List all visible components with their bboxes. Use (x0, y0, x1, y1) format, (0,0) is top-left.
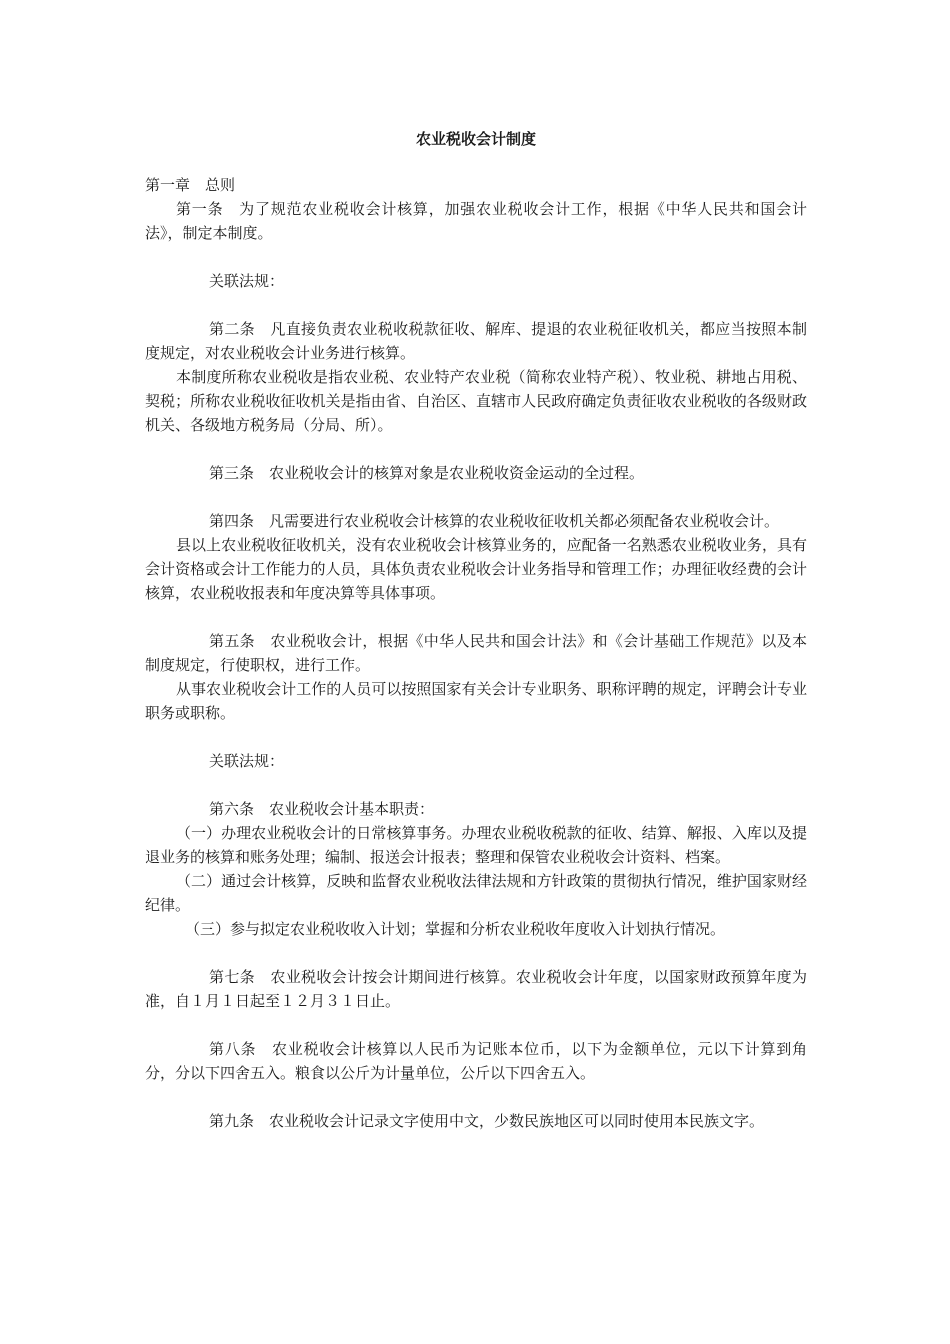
article-6-item-2: （二）通过会计核算，反映和监督农业税收法律法规和方针政策的贯彻执行情况，维护国家财经纪律。 (145, 872, 807, 914)
article-5: 第五条 农业税收会计，根据《中华人民共和国会计法》和《会计基础工作规范》以及本制度规定，行使职权，进行工作。 (145, 632, 807, 674)
related-regulations-label: 关联法规： (209, 272, 285, 290)
article-3: 第三条 农业税收会计的核算对象是农业税收资金运动的全过程。 (209, 464, 645, 482)
article-8: 第八条 农业税收会计核算以人民币为记账本位币，以下为金额单位，元以下计算到角分，分以下四舍五入。粮食以公斤为计量单位，公斤以下四舍五入。 (145, 1040, 807, 1082)
related-regulations-label: 关联法规： (209, 752, 285, 770)
article-4-paragraph-2: 县以上农业税收征收机关，没有农业税收会计核算业务的，应配备一名熟悉农业税收业务，具有会计资格或会计工作能力的人员，具体负责农业税收会计业务指导和管理工作；办理征收经费的会计核算，农业税收报表和年度决算等具体事项。 (145, 536, 807, 602)
article-6-item-1: （一）办理农业税收会计的日常核算事务。办理农业税收税款的征收、结算、解报、入库以及提退业务的核算和账务处理；编制、报送会计报表；整理和保管农业税收会计资料、档案。 (145, 824, 807, 866)
article-1: 第一条 为了规范农业税收会计核算，加强农业税收会计工作，根据《中华人民共和国会计法》，制定本制度。 (145, 200, 807, 242)
document-title: 农业税收会计制度 (415, 130, 536, 148)
article-5-paragraph-2: 从事农业税收会计工作的人员可以按照国家有关会计专业职务、职称评聘的规定，评聘会计专业职务或职称。 (145, 680, 807, 722)
article-6: 第六条 农业税收会计基本职责： (209, 800, 435, 818)
article-9: 第九条 农业税收会计记录文字使用中文，少数民族地区可以同时使用本民族文字。 (209, 1112, 765, 1130)
document-body (145, 173, 807, 1133)
article-2-paragraph-2: 本制度所称农业税收是指农业税、农业特产农业税（简称农业特产税）、牧业税、耕地占用税、契税；所称农业税收征收机关是指由省、自治区、直辖市人民政府确定负责征收农业税收的各级财政机关、各级地方税务局（分局、所）。 (145, 368, 807, 434)
chapter-heading: 第一章 总则 (145, 176, 236, 194)
article-7: 第七条 农业税收会计按会计期间进行核算。农业税收会计年度，以国家财政预算年度为准，自１月１日起至１２月３１日止。 (145, 968, 807, 1010)
article-6-item-3: （三）参与拟定农业税收收入计划；掌握和分析农业税收年度收入计划执行情况。 (185, 920, 726, 938)
article-2: 第二条 凡直接负责农业税收税款征收、解库、提退的农业税征收机关，都应当按照本制度规定，对农业税收会计业务进行核算。 (145, 320, 807, 362)
article-4: 第四条 凡需要进行农业税收会计核算的农业税收征收机关都必须配备农业税收会计。 (209, 512, 780, 530)
